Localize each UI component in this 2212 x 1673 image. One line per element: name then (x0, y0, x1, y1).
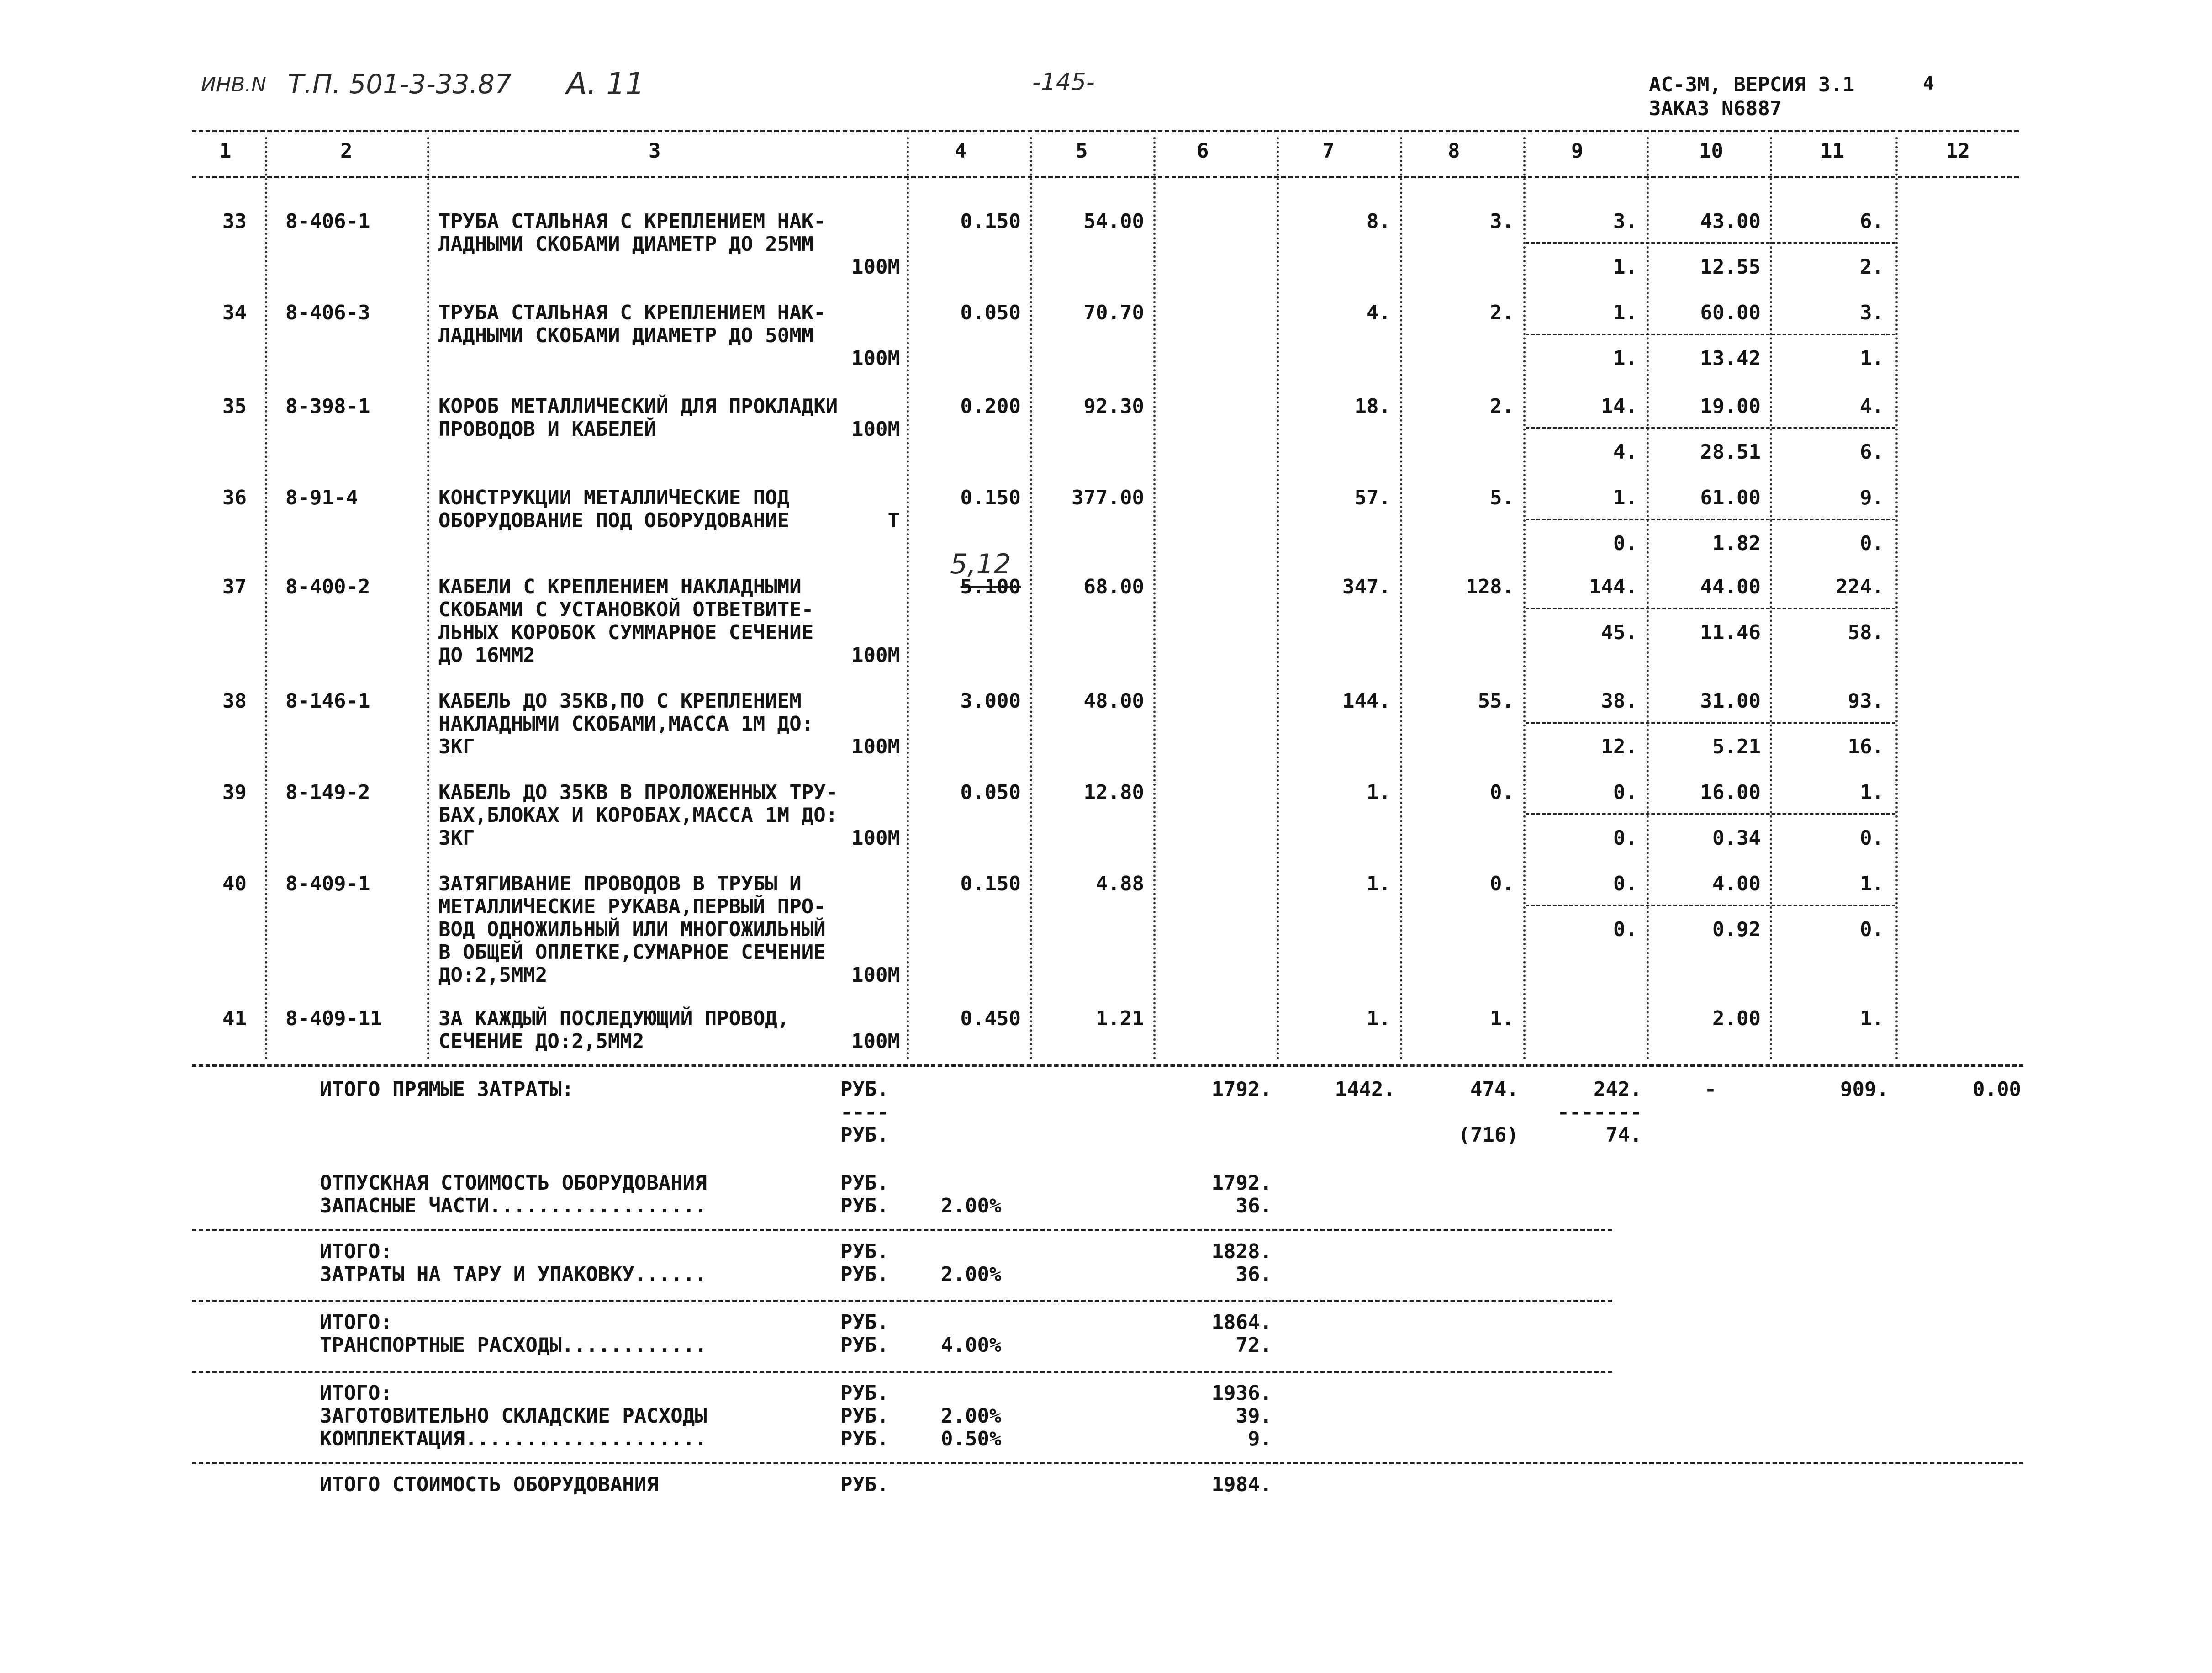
row-col11-sub: 0. (1860, 918, 1884, 941)
subtotal-rule (192, 1371, 1612, 1373)
row-desc-line: 3КГ (438, 826, 475, 850)
row-desc-line: ТРУБА СТАЛЬНАЯ С КРЕПЛЕНИЕМ НАК- (438, 210, 826, 233)
direct-costs-col11: 909. (1840, 1078, 1889, 1101)
col-separator (1770, 137, 1772, 1060)
row-col5: 12.80 (1083, 781, 1144, 804)
row-col9-sub: 0. (1613, 532, 1637, 555)
direct-costs-currency-2: РУБ. (840, 1123, 889, 1147)
row-code: 8-409-11 (285, 1007, 382, 1030)
row-desc-line: СЕЧЕНИЕ ДО:2,5ММ2 (438, 1030, 644, 1053)
direct-costs-label: ИТОГО ПРЯМЫЕ ЗАТРАТЫ: (320, 1078, 574, 1101)
row-desc-line: БАХ,БЛОКАХ И КОРОБАХ,МАССА 1М ДО: (438, 804, 838, 827)
spare-parts-value: 36. (1235, 1194, 1272, 1218)
row-col11: 6. (1860, 210, 1884, 233)
row-col4: 0.050 (960, 301, 1021, 324)
direct-costs-currency: РУБ. (840, 1078, 889, 1101)
col-separator (1030, 137, 1032, 1060)
subtotal-1-currency: РУБ. (840, 1240, 889, 1263)
row-col9-sub: 12. (1601, 735, 1637, 758)
row-col7: 4. (1367, 301, 1391, 324)
row-unit: Т (887, 509, 900, 532)
version-extra: 4 (1923, 73, 1934, 94)
row-col9-sub: 1. (1613, 347, 1637, 370)
row-col11: 93. (1848, 689, 1884, 713)
row-desc-line: В ОБЩЕЙ ОПЛЕТКЕ,СУМАРНОЕ СЕЧЕНИЕ (438, 941, 826, 964)
row-desc-line: ЗА КАЖДЫЙ ПОСЛЕДУЮЩИЙ ПРОВОД, (438, 1007, 790, 1030)
row-col5: 68.00 (1083, 575, 1144, 598)
row-col8: 0. (1490, 872, 1514, 895)
table-top-rule (192, 130, 2019, 132)
row-desc-line: ДО 16ММ2 (438, 644, 535, 667)
row-desc-line: ОБОРУДОВАНИЕ ПОД ОБОРУДОВАНИЕ (438, 509, 790, 532)
row-code: 8-400-2 (285, 575, 370, 598)
col-8: 8 (1448, 139, 1460, 163)
row-col5: 48.00 (1083, 689, 1144, 713)
row-col8: 5. (1490, 486, 1514, 509)
row-col8: 2. (1490, 301, 1514, 324)
project-code: Т.П. 501-3-33.87 (288, 69, 512, 100)
subtotal-2-value: 1864. (1211, 1311, 1272, 1334)
row-col8: 128. (1466, 575, 1514, 598)
storage-costs-value: 39. (1235, 1404, 1272, 1428)
col-separator (907, 137, 909, 1060)
row-col7: 8. (1367, 210, 1391, 233)
row-desc-line: ЛАДНЫМИ СКОБАМИ ДИАМЕТР ДО 50ММ (438, 324, 814, 347)
col-7: 7 (1322, 139, 1335, 163)
row-code: 8-409-1 (285, 872, 370, 895)
row-col10-sub: 1.82 (1712, 532, 1761, 555)
row-col11: 9. (1860, 486, 1884, 509)
row-desc-line: 3КГ (438, 735, 475, 758)
row-number: 39 (222, 781, 247, 804)
row-col11-sub: 2. (1860, 255, 1884, 279)
row-desc-line: КОРОБ МЕТАЛЛИЧЕСКИЙ ДЛЯ ПРОКЛАДКИ (438, 395, 838, 418)
row-desc-line: ПРОВОДОВ И КАБЕЛЕЙ (438, 418, 656, 441)
row-col10-sub: 12.55 (1700, 255, 1761, 279)
row-desc-line: ЛЬНЫХ КОРОБОК СУММАРНОЕ СЕЧЕНИЕ (438, 621, 814, 644)
packaging-label: ЗАТРАТЫ НА ТАРУ И УПАКОВКУ...... (320, 1263, 707, 1286)
spare-parts-label: ЗАПАСНЫЕ ЧАСТИ.................. (320, 1194, 707, 1218)
row-split-rule (1526, 813, 1895, 815)
row-col8: 1. (1490, 1007, 1514, 1030)
complectation-value: 9. (1248, 1427, 1272, 1451)
row-unit: 100М (851, 347, 900, 370)
row-code: 8-406-3 (285, 301, 370, 324)
row-col9-sub: 1. (1613, 255, 1637, 279)
row-number: 38 (222, 689, 247, 713)
row-col8: 0. (1490, 781, 1514, 804)
row-col11: 224. (1836, 575, 1884, 598)
row-desc-line: МЕТАЛЛИЧЕСКИЕ РУКАВА,ПЕРВЫЙ ПРО- (438, 895, 826, 918)
row-col5: 92.30 (1083, 395, 1144, 418)
direct-costs-col9-rule: ------- (1557, 1101, 1642, 1124)
final-total-rule (192, 1462, 2023, 1464)
row-col7: 347. (1342, 575, 1391, 598)
storage-costs-percent: 2.00% (941, 1404, 1002, 1428)
subtotal-1-label: ИТОГО: (320, 1240, 392, 1263)
col-10: 10 (1699, 139, 1723, 163)
col-separator (1523, 137, 1526, 1060)
direct-costs-col8: 474. (1470, 1078, 1519, 1101)
row-desc-line: КАБЕЛИ С КРЕПЛЕНИЕМ НАКЛАДНЫМИ (438, 575, 802, 598)
row-col10: 60.00 (1700, 301, 1761, 324)
row-col10-sub: 28.51 (1700, 440, 1761, 464)
row-col9: 1. (1613, 301, 1637, 324)
row-col5: 70.70 (1083, 301, 1144, 324)
row-number: 36 (222, 486, 247, 509)
row-col9: 0. (1613, 872, 1637, 895)
row-col10: 19.00 (1700, 395, 1761, 418)
total-equipment-cost-label: ИТОГО СТОИМОСТЬ ОБОРУДОВАНИЯ (320, 1473, 659, 1496)
transport-value: 72. (1235, 1334, 1272, 1357)
row-number: 40 (222, 872, 247, 895)
row-col9-sub: 45. (1601, 621, 1637, 644)
row-col8: 55. (1478, 689, 1514, 713)
row-col4: 0.150 (960, 872, 1021, 895)
row-split-rule (1526, 334, 1895, 335)
row-col11: 1. (1860, 1007, 1884, 1030)
row-col10: 4.00 (1712, 872, 1761, 895)
row-number: 33 (222, 210, 247, 233)
packaging-percent: 2.00% (941, 1263, 1002, 1286)
col-separator (1153, 137, 1156, 1060)
row-col11-sub: 58. (1848, 621, 1884, 644)
row-col9: 3. (1613, 210, 1637, 233)
complectation-percent: 0.50% (941, 1427, 1002, 1451)
subtotal-1-value: 1828. (1211, 1240, 1272, 1263)
direct-costs-col6: 1792. (1211, 1078, 1272, 1101)
row-col7: 144. (1342, 689, 1391, 713)
row-desc-line: ТРУБА СТАЛЬНАЯ С КРЕПЛЕНИЕМ НАК- (438, 301, 826, 324)
transport-label: ТРАНСПОРТНЫЕ РАСХОДЫ............ (320, 1334, 707, 1357)
row-code: 8-406-1 (285, 210, 370, 233)
row-col10: 61.00 (1700, 486, 1761, 509)
subtotal-3-currency: РУБ. (840, 1382, 889, 1405)
row-split-rule (1526, 722, 1895, 724)
complectation-label: КОМПЛЕКТАЦИЯ.................... (320, 1427, 707, 1451)
row-code: 8-398-1 (285, 395, 370, 418)
row-desc-line: КАБЕЛЬ ДО 35КВ,ПО С КРЕПЛЕНИЕМ (438, 689, 802, 713)
row-unit: 100М (851, 255, 900, 279)
table-bottom-rule (192, 1064, 2023, 1067)
row-unit: 100М (851, 735, 900, 758)
col-separator (1895, 137, 1898, 1060)
row-number: 41 (222, 1007, 247, 1030)
row-col5: 4.88 (1096, 872, 1144, 895)
order-label: ЗАКАЗ N6887 (1649, 97, 1782, 120)
row-col4: 0.450 (960, 1007, 1021, 1030)
row-col7: 57. (1354, 486, 1391, 509)
row-code: 8-91-4 (285, 486, 358, 509)
row-col4: 0.150 (960, 210, 1021, 233)
row-col9: 14. (1601, 395, 1637, 418)
row-desc-line: КАБЕЛЬ ДО 35КВ В ПРОЛОЖЕННЫХ ТРУ- (438, 781, 838, 804)
row-col10: 2.00 (1712, 1007, 1761, 1030)
col-2: 2 (340, 139, 353, 163)
spare-parts-percent: 2.00% (941, 1194, 1002, 1218)
subtotal-rule (192, 1229, 1612, 1231)
page-number: -145- (1032, 69, 1095, 96)
row-col10: 43.00 (1700, 210, 1761, 233)
equipment-cost-label: ОТПУСКНАЯ СТОИМОСТЬ ОБОРУДОВАНИЯ (320, 1171, 707, 1195)
row-col10: 44.00 (1700, 575, 1761, 598)
direct-costs-col7: 1442. (1335, 1078, 1395, 1101)
spare-parts-currency: РУБ. (840, 1194, 889, 1218)
row-col8: 2. (1490, 395, 1514, 418)
row-col7: 1. (1367, 872, 1391, 895)
row-col11-sub: 0. (1860, 826, 1884, 850)
complectation-currency: РУБ. (840, 1427, 889, 1451)
row-col9-sub: 0. (1613, 918, 1637, 941)
row-col10: 16.00 (1700, 781, 1761, 804)
version-label: АС-3М, ВЕРСИЯ 3.1 (1649, 73, 1855, 96)
row-col10-sub: 0.92 (1712, 918, 1761, 941)
row-col4: 0.050 (960, 781, 1021, 804)
row-col7: 1. (1367, 781, 1391, 804)
row-number: 35 (222, 395, 247, 418)
row-code: 8-149-2 (285, 781, 370, 804)
row-col5: 54.00 (1083, 210, 1144, 233)
row-col11: 1. (1860, 781, 1884, 804)
row-col4: 0.200 (960, 395, 1021, 418)
equipment-cost-value: 1792. (1211, 1171, 1272, 1195)
direct-costs-2-col8: (716) (1458, 1123, 1519, 1147)
col-12: 12 (1946, 139, 1970, 163)
row-col9-sub: 0. (1613, 826, 1637, 850)
direct-costs-currency-rule: ---- (840, 1101, 889, 1124)
row-col4: 3.000 (960, 689, 1021, 713)
row-unit: 100М (851, 826, 900, 850)
col-11: 11 (1820, 139, 1844, 163)
row-col9-sub: 4. (1613, 440, 1637, 464)
packaging-currency: РУБ. (840, 1263, 889, 1286)
row-col11-sub: 6. (1860, 440, 1884, 464)
row-col9: 1. (1613, 486, 1637, 509)
row-col11: 4. (1860, 395, 1884, 418)
row-col10: 31.00 (1700, 689, 1761, 713)
transport-percent: 4.00% (941, 1334, 1002, 1357)
row-col7: 1. (1367, 1007, 1391, 1030)
subtotal-3-label: ИТОГО: (320, 1382, 392, 1405)
col-4: 4 (955, 139, 967, 163)
subtotal-2-currency: РУБ. (840, 1311, 889, 1334)
row-col5: 377.00 (1072, 486, 1144, 509)
row-col11: 3. (1860, 301, 1884, 324)
col-separator (1400, 137, 1402, 1060)
row-desc-line: НАКЛАДНЫМИ СКОБАМИ,МАССА 1М ДО: (438, 712, 814, 736)
row-unit: 100М (851, 1030, 900, 1053)
row-split-rule (1526, 242, 1895, 244)
subtotal-3-value: 1936. (1211, 1382, 1272, 1405)
subtotal-rule (192, 1300, 1612, 1302)
sheet-letter: А. 11 (566, 66, 645, 101)
col-6: 6 (1197, 139, 1209, 163)
row-col11: 1. (1860, 872, 1884, 895)
row-col11-sub: 16. (1848, 735, 1884, 758)
row-col10-sub: 11.46 (1700, 621, 1761, 644)
total-equipment-cost-currency: РУБ. (840, 1473, 889, 1496)
row-split-rule (1526, 608, 1895, 609)
row-col8: 3. (1490, 210, 1514, 233)
row-unit: 100М (851, 418, 900, 441)
row-desc-line: КОНСТРУКЦИИ МЕТАЛЛИЧЕСКИЕ ПОД (438, 486, 790, 509)
row-col10-sub: 5.21 (1712, 735, 1761, 758)
col-3: 3 (649, 139, 661, 163)
row-desc-line: СКОБАМИ С УСТАНОВКОЙ ОТВЕТВИТЕ- (438, 598, 814, 621)
col-1: 1 (219, 139, 232, 163)
col-separator (1647, 137, 1649, 1060)
row-number: 34 (222, 301, 247, 324)
direct-costs-col9: 242. (1594, 1078, 1642, 1101)
direct-costs-2-col9: 74. (1605, 1123, 1642, 1147)
row-code: 8-146-1 (285, 689, 370, 713)
row-desc-line: ВОД ОДНОЖИЛЬНЫЙ ИЛИ МНОГОЖИЛЬНЫЙ (438, 918, 826, 941)
packaging-value: 36. (1235, 1263, 1272, 1286)
col-5: 5 (1076, 139, 1088, 163)
subtotal-2-label: ИТОГО: (320, 1311, 392, 1334)
row-col4: 0.150 (960, 486, 1021, 509)
row-col4: 5.100 (960, 575, 1021, 598)
transport-currency: РУБ. (840, 1334, 889, 1357)
row-col9: 38. (1601, 689, 1637, 713)
row-unit: 100М (851, 644, 900, 667)
row-col9: 0. (1613, 781, 1637, 804)
row-desc-line: ДО:2,5ММ2 (438, 964, 548, 987)
equipment-cost-currency: РУБ. (840, 1171, 889, 1195)
storage-costs-label: ЗАГОТОВИТЕЛЬНО СКЛАДСКИЕ РАСХОДЫ (320, 1404, 707, 1428)
row-col7: 18. (1354, 395, 1391, 418)
row-split-rule (1526, 905, 1895, 906)
row-col11-sub: 1. (1860, 347, 1884, 370)
row-number: 37 (222, 575, 247, 598)
handwritten-correction: 5,12 (950, 548, 1011, 580)
row-col5: 1.21 (1096, 1007, 1144, 1030)
row-col11-sub: 0. (1860, 532, 1884, 555)
row-col9: 144. (1589, 575, 1637, 598)
direct-costs-col10: - (1704, 1078, 1717, 1101)
col-9: 9 (1571, 139, 1584, 163)
col-separator (1277, 137, 1279, 1060)
row-col10-sub: 0.34 (1712, 826, 1761, 850)
inventory-label: ИНВ.N (201, 73, 267, 96)
row-unit: 100М (851, 964, 900, 987)
direct-costs-col12: 0.00 (1973, 1078, 2021, 1101)
col-separator (427, 137, 429, 1060)
row-desc-line: ЗАТЯГИВАНИЕ ПРОВОДОВ В ТРУБЫ И (438, 872, 802, 895)
row-desc-line: ЛАДНЫМИ СКОБАМИ ДИАМЕТР ДО 25ММ (438, 233, 814, 256)
col-separator (265, 137, 267, 1060)
row-col10-sub: 13.42 (1700, 347, 1761, 370)
header-bottom-rule (192, 176, 2019, 178)
storage-costs-currency: РУБ. (840, 1404, 889, 1428)
total-equipment-cost-value: 1984. (1211, 1473, 1272, 1496)
row-split-rule (1526, 519, 1895, 520)
row-split-rule (1526, 427, 1895, 429)
